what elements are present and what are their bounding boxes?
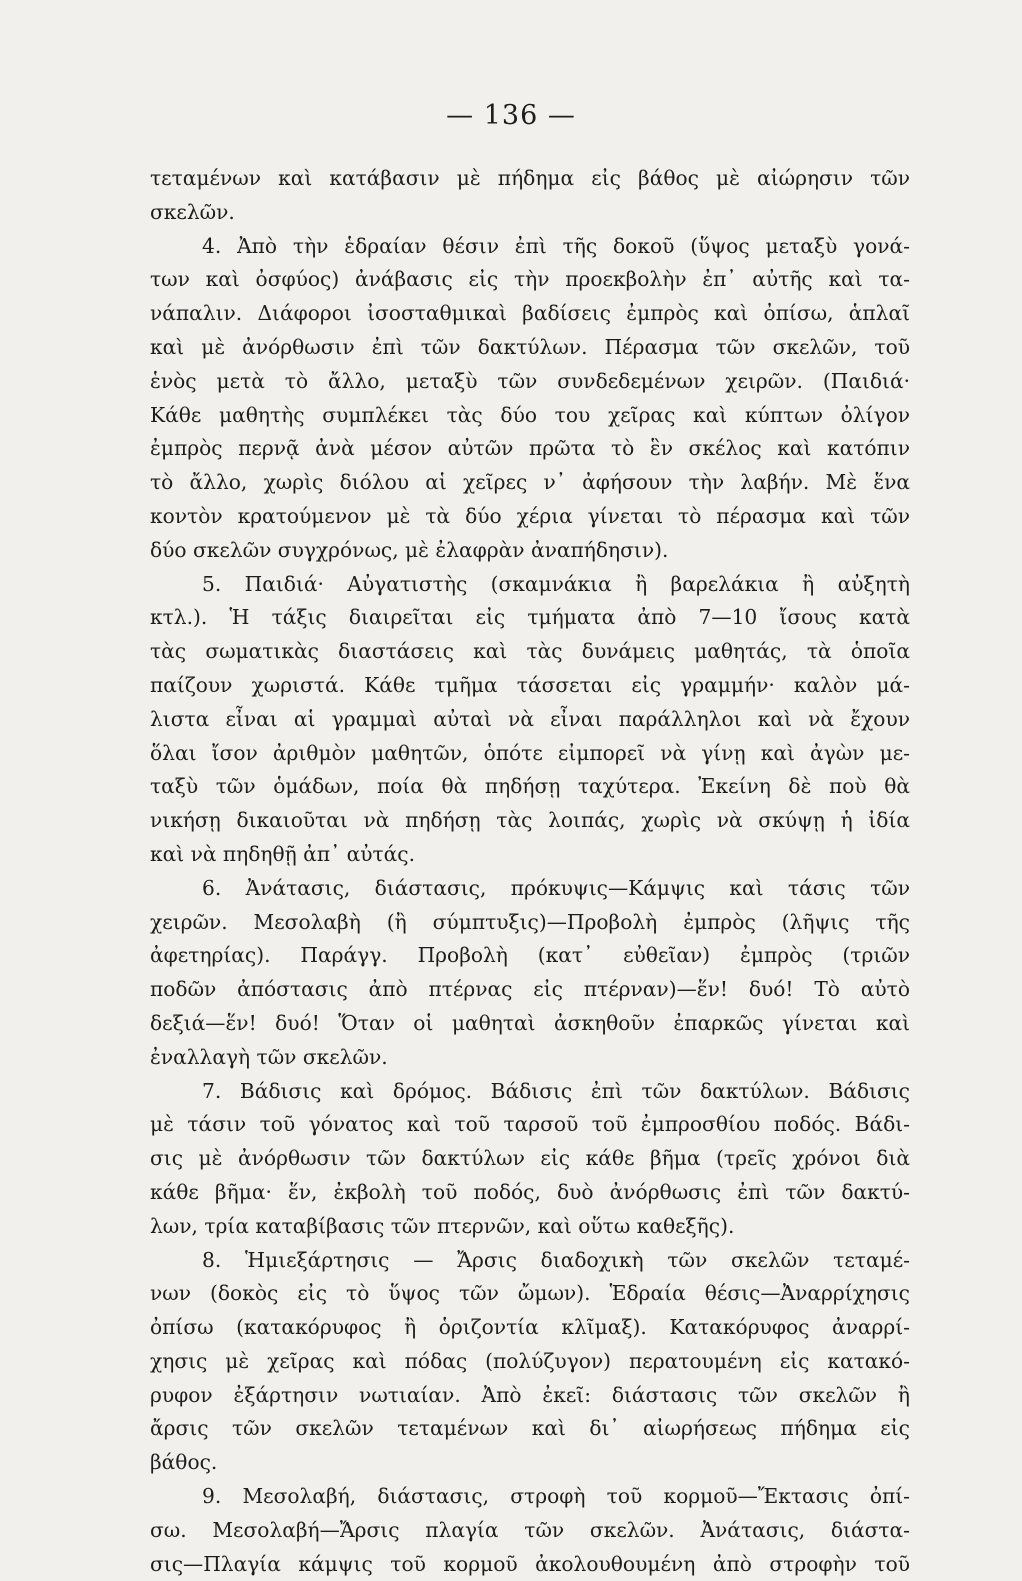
text-line: σις—Πλαγία κάμψις τοῦ κορμοῦ ἀκολουθουμένη ἀπὸ στροφὴν τοῦ (150, 1551, 910, 1576)
text-line: ἑνὸς μετὰ τὸ ἄλλο, μεταξὺ τῶν συνδεδεμένων χειρῶν. (Παιδιά· (150, 368, 910, 393)
text-line: κάθε βῆμα· ἕν, ἐκβολὴ τοῦ ποδός, δυὸ ἀνόρθωσις ἐπὶ τῶν δακτύ- (150, 1179, 910, 1204)
text-line: χειρῶν. Μεσολαβὴ (ἢ σύμπτυξις)—Προβολὴ ἐμπρὸς (λῆψις τῆς (150, 909, 910, 934)
text-line: ρυφον ἐξάρτησιν νωτιαίαν. Ἀπὸ ἐκεῖ: διάστασις τῶν σκελῶν ἢ (150, 1382, 910, 1407)
text-line: 4. Ἀπὸ τὴν ἑδραίαν θέσιν ἐπὶ τῆς δοκοῦ (ὕψος μεταξὺ γονά- (202, 233, 910, 258)
text-line: 7. Βάδισις καὶ δρόμος. Βάδισις ἐπὶ τῶν δακτύλων. Βάδισις (202, 1078, 910, 1103)
text-line: νάπαλιν. Διάφοροι ἰσοσταθμικαὶ βαδίσεις ἐμπρὸς καὶ ὀπίσω, ἁπλαῖ (150, 301, 910, 326)
text-line: ἐναλλαγὴ τῶν σκελῶν. (150, 1044, 388, 1069)
text-line: σις μὲ ἀνόρθωσιν τῶν δακτύλων εἰς κάθε βῆμα (τρεῖς χρόνοι διὰ (150, 1146, 910, 1171)
text-line: ἄρσις τῶν σκελῶν τεταμένων καὶ δι᾿ αἰωρήσεως πήδημα εἰς (150, 1416, 910, 1441)
text-line: μὲ τάσιν τοῦ γόνατος καὶ τοῦ ταρσοῦ τοῦ ἐμπροσθίου ποδός. Βάδι- (150, 1112, 910, 1137)
text-line: ἐμπρὸς περνᾷ ἀνὰ μέσον αὐτῶν πρῶτα τὸ ἓν σκέλος καὶ κατόπιν (150, 436, 910, 461)
text-line: ταξὺ τῶν ὁμάδων, ποία θὰ πηδήσῃ ταχύτερα. Ἐκείνη δὲ ποὺ θὰ (150, 774, 910, 799)
text-line: ἀφετηρίας). Παράγγ. Προβολὴ (κατ᾿ εὐθεῖαν) ἐμπρὸς (τριῶν (150, 943, 910, 968)
text-line: παίζουν χωριστά. Κάθε τμῆμα τάσσεται εἰς γραμμήν· καλὸν μά- (150, 672, 910, 697)
text-line: λιστα εἶναι αἱ γραμμαὶ αὐταὶ νὰ εἶναι παράλληλοι καὶ νὰ ἔχουν (150, 706, 910, 731)
text-line: τεταμένων καὶ κατάβασιν μὲ πήδημα εἰς βάθος μὲ αἰώρησιν τῶν (150, 166, 910, 190)
text-line: ποδῶν ἀπόστασις ἀπὸ πτέρνας εἰς πτέρναν)—ἕν! δυό! Τὸ αὐτὸ (150, 977, 910, 1002)
text-line: ὅλαι ἴσον ἀριθμὸν μαθητῶν, ὁπότε εἰμπορεῖ νὰ γίνῃ καὶ ἀγὼν με- (150, 740, 910, 765)
text-line: τὸ ἄλλο, χωρὶς διόλου αἱ χεῖρες ν᾿ ἀφήσουν τὴν λαβήν. Μὲ ἕνα (150, 470, 910, 495)
text-line: δεξιά—ἕν! δυό! Ὅταν οἱ μαθηταὶ ἀσκηθοῦν ἐπαρκῶς γίνεται καὶ (150, 1010, 910, 1035)
text-line: ὀπίσω (κατακόρυφος ἢ ὁριζοντία κλῖμαξ). Κατακόρυφος ἀναρρί- (150, 1315, 910, 1340)
body-text (150, 162, 910, 1581)
text-line: χησις μὲ χεῖρας καὶ πόδας (πολύζυγον) περατουμένη εἰς κατακό- (150, 1348, 910, 1373)
text-line: σκελῶν. (150, 199, 235, 224)
text-line: τὰς σωματικὰς διαστάσεις καὶ τὰς δυνάμεις μαθητάς, τὰ ὁποῖα (150, 639, 910, 664)
text-line: 6. Ἀνάτασις, διάστασις, πρόκυψις—Κάμψις καὶ τάσις τῶν (202, 875, 910, 900)
text-line: κοντὸν κρατούμενον μὲ τὰ δύο χέρια γίνεται τὸ πέρασμα καὶ τῶν (150, 503, 910, 528)
text-line: καὶ μὲ ἀνόρθωσιν ἐπὶ τῶν δακτύλων. Πέρασμα τῶν σκελῶν, τοῦ (150, 334, 910, 359)
text-line: κτλ.). Ἡ τάξις διαιρεῖται εἰς τμήματα ἀπὸ 7—10 ἴσους κατὰ (150, 605, 910, 630)
text-line: βάθος. (150, 1450, 218, 1475)
text-line: σω. Μεσολαβή—Ἄρσις πλαγία τῶν σκελῶν. Ἀνάτασις, διάστα- (150, 1517, 910, 1542)
text-line: 8. Ἡμιεξάρτησις — Ἄρσις διαδοχικὴ τῶν σκελῶν τεταμέ- (202, 1247, 910, 1272)
text-line: 9. Μεσολαβή, διάστασις, στροφὴ τοῦ κορμοῦ—Ἔκτασις ὀπί- (202, 1484, 910, 1509)
text-line: Κάθε μαθητὴς συμπλέκει τὰς δύο του χεῖρας καὶ κύπτων ὀλίγον (150, 402, 910, 427)
page-number: — 136 — (446, 100, 576, 131)
text-line: καὶ νὰ πηδηθῇ ἀπ᾿ αὐτάς. (150, 841, 416, 866)
text-line: 5. Παιδιά· Αὐγατιστὴς (σκαμνάκια ἢ βαρελάκια ἢ αὐξητὴ (202, 571, 910, 596)
text-line: νων (δοκὸς εἰς τὸ ὕψος τῶν ὤμων). Ἑδραία θέσις—Ἀναρρίχησις (150, 1281, 910, 1306)
text-line: νικήσῃ δικαιοῦται νὰ πηδήσῃ τὰς λοιπάς, χωρὶς νὰ σκύψῃ ἡ ἰδία (150, 808, 910, 833)
text-line: των καὶ ὀσφύος) ἀνάβασις εἰς τὴν προεκβολὴν ἐπ᾿ αὐτῆς καὶ τα- (150, 267, 910, 292)
text-line: λων, τρία καταβίβασις τῶν πτερνῶν, καὶ οὕτω καθεξῆς). (150, 1213, 735, 1238)
text-line: δύο σκελῶν συγχρόνως, μὲ ἐλαφρὰν ἀναπήδησιν). (150, 537, 669, 562)
